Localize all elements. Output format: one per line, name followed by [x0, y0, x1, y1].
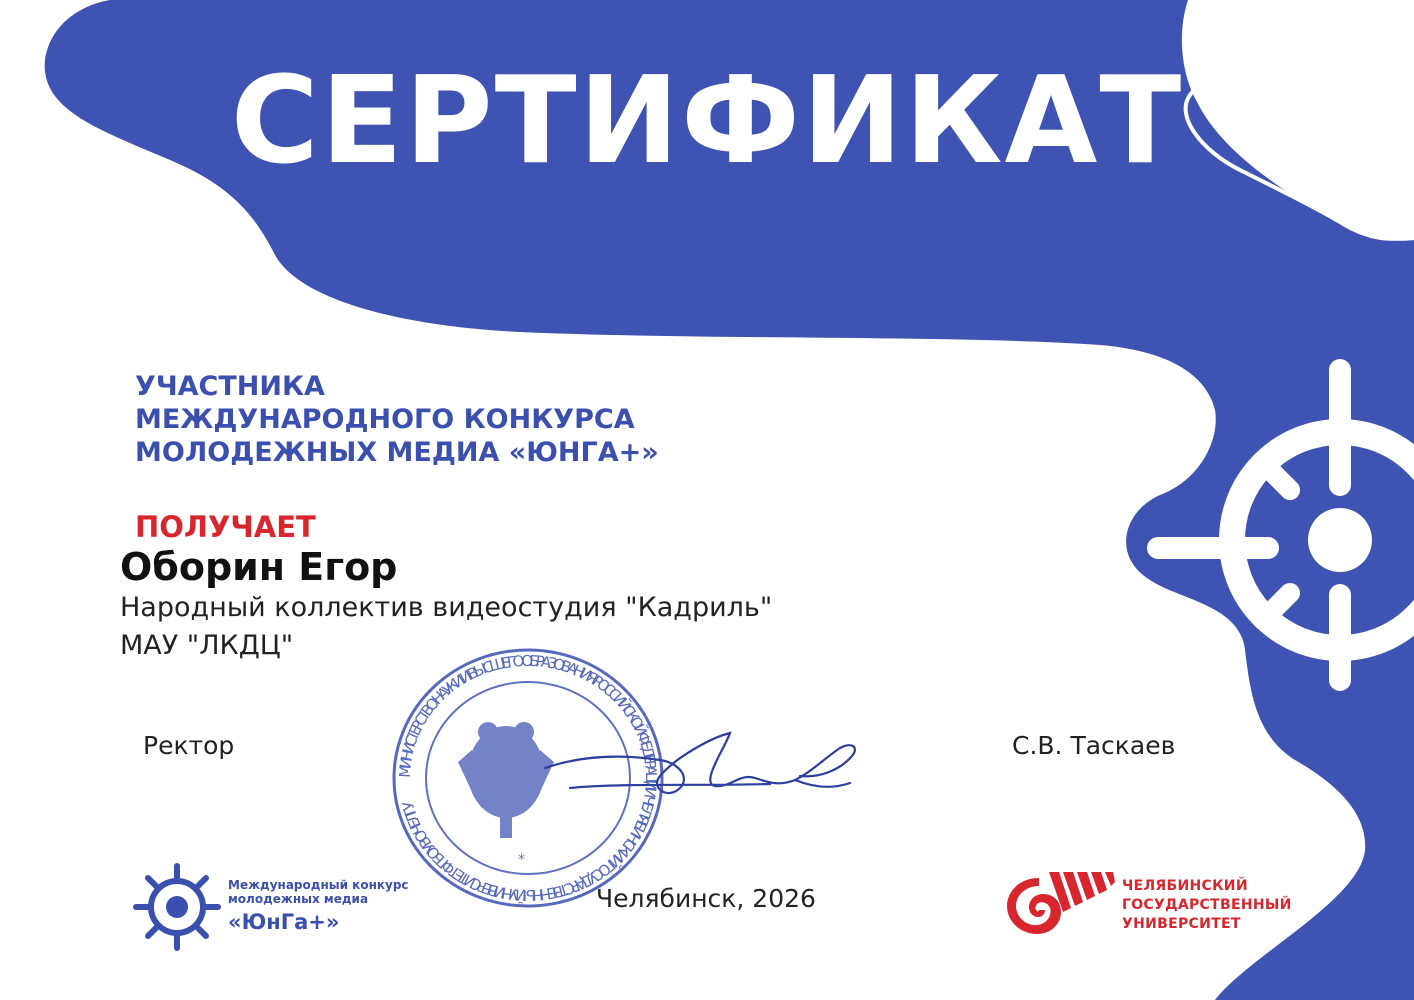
university-logo-line-1: ЧЕЛЯБИНСКИЙ — [1122, 878, 1248, 894]
contest-logo-icon — [132, 862, 222, 952]
signer-name: С.В. Таскаев — [1012, 731, 1176, 760]
subtitle-line-2: МЕЖДУНАРОДНОГО КОНКУРСА — [135, 404, 635, 435]
signature-scribble — [540, 728, 870, 808]
contest-logo-line-1: Международный конкурс — [228, 878, 409, 892]
city-year: Челябинск, 2026 — [596, 884, 816, 913]
subtitle-line-3: МОЛОДЕЖНЫХ МЕДИА «ЮНГА+» — [135, 437, 659, 468]
university-logo-line-3: УНИВЕРСИТЕТ — [1122, 916, 1241, 932]
signer-role: Ректор — [143, 731, 235, 760]
certificate-title: СЕРТИФИКАТ — [230, 52, 1184, 191]
recipient-name: Оборин Егор — [120, 545, 398, 589]
stamp-text: МИНИСТЕРСТВО НАУКИ И ВЫСШЕГО ОБРАЗОВАНИЯ РОССИЙСКОЙ ФЕДЕРАЦИИ ЧЕЛЯБИНСКИЙ ГОСУДАРСТВЕННЫЙ УНИВЕРСИТЕТ ФГБОУ ВО ЧЕЛГУ — [395, 651, 661, 905]
subtitle-line-1: УЧАСТНИКА — [135, 371, 325, 402]
receives-label: ПОЛУЧАЕТ — [135, 510, 316, 544]
university-logo-line-2: ГОСУДАРСТВЕННЫЙ — [1122, 897, 1292, 913]
organization-line-2: МАУ "ЛКДЦ" — [120, 630, 294, 661]
contest-logo-line-2: молодежных медиа — [228, 892, 369, 906]
svg-text:*: * — [518, 852, 525, 868]
contest-logo-line-3: «ЮнГа+» — [228, 910, 340, 934]
university-logo-icon — [1005, 868, 1115, 940]
organization-line-1: Народный коллектив видеостудия "Кадриль" — [120, 592, 773, 623]
